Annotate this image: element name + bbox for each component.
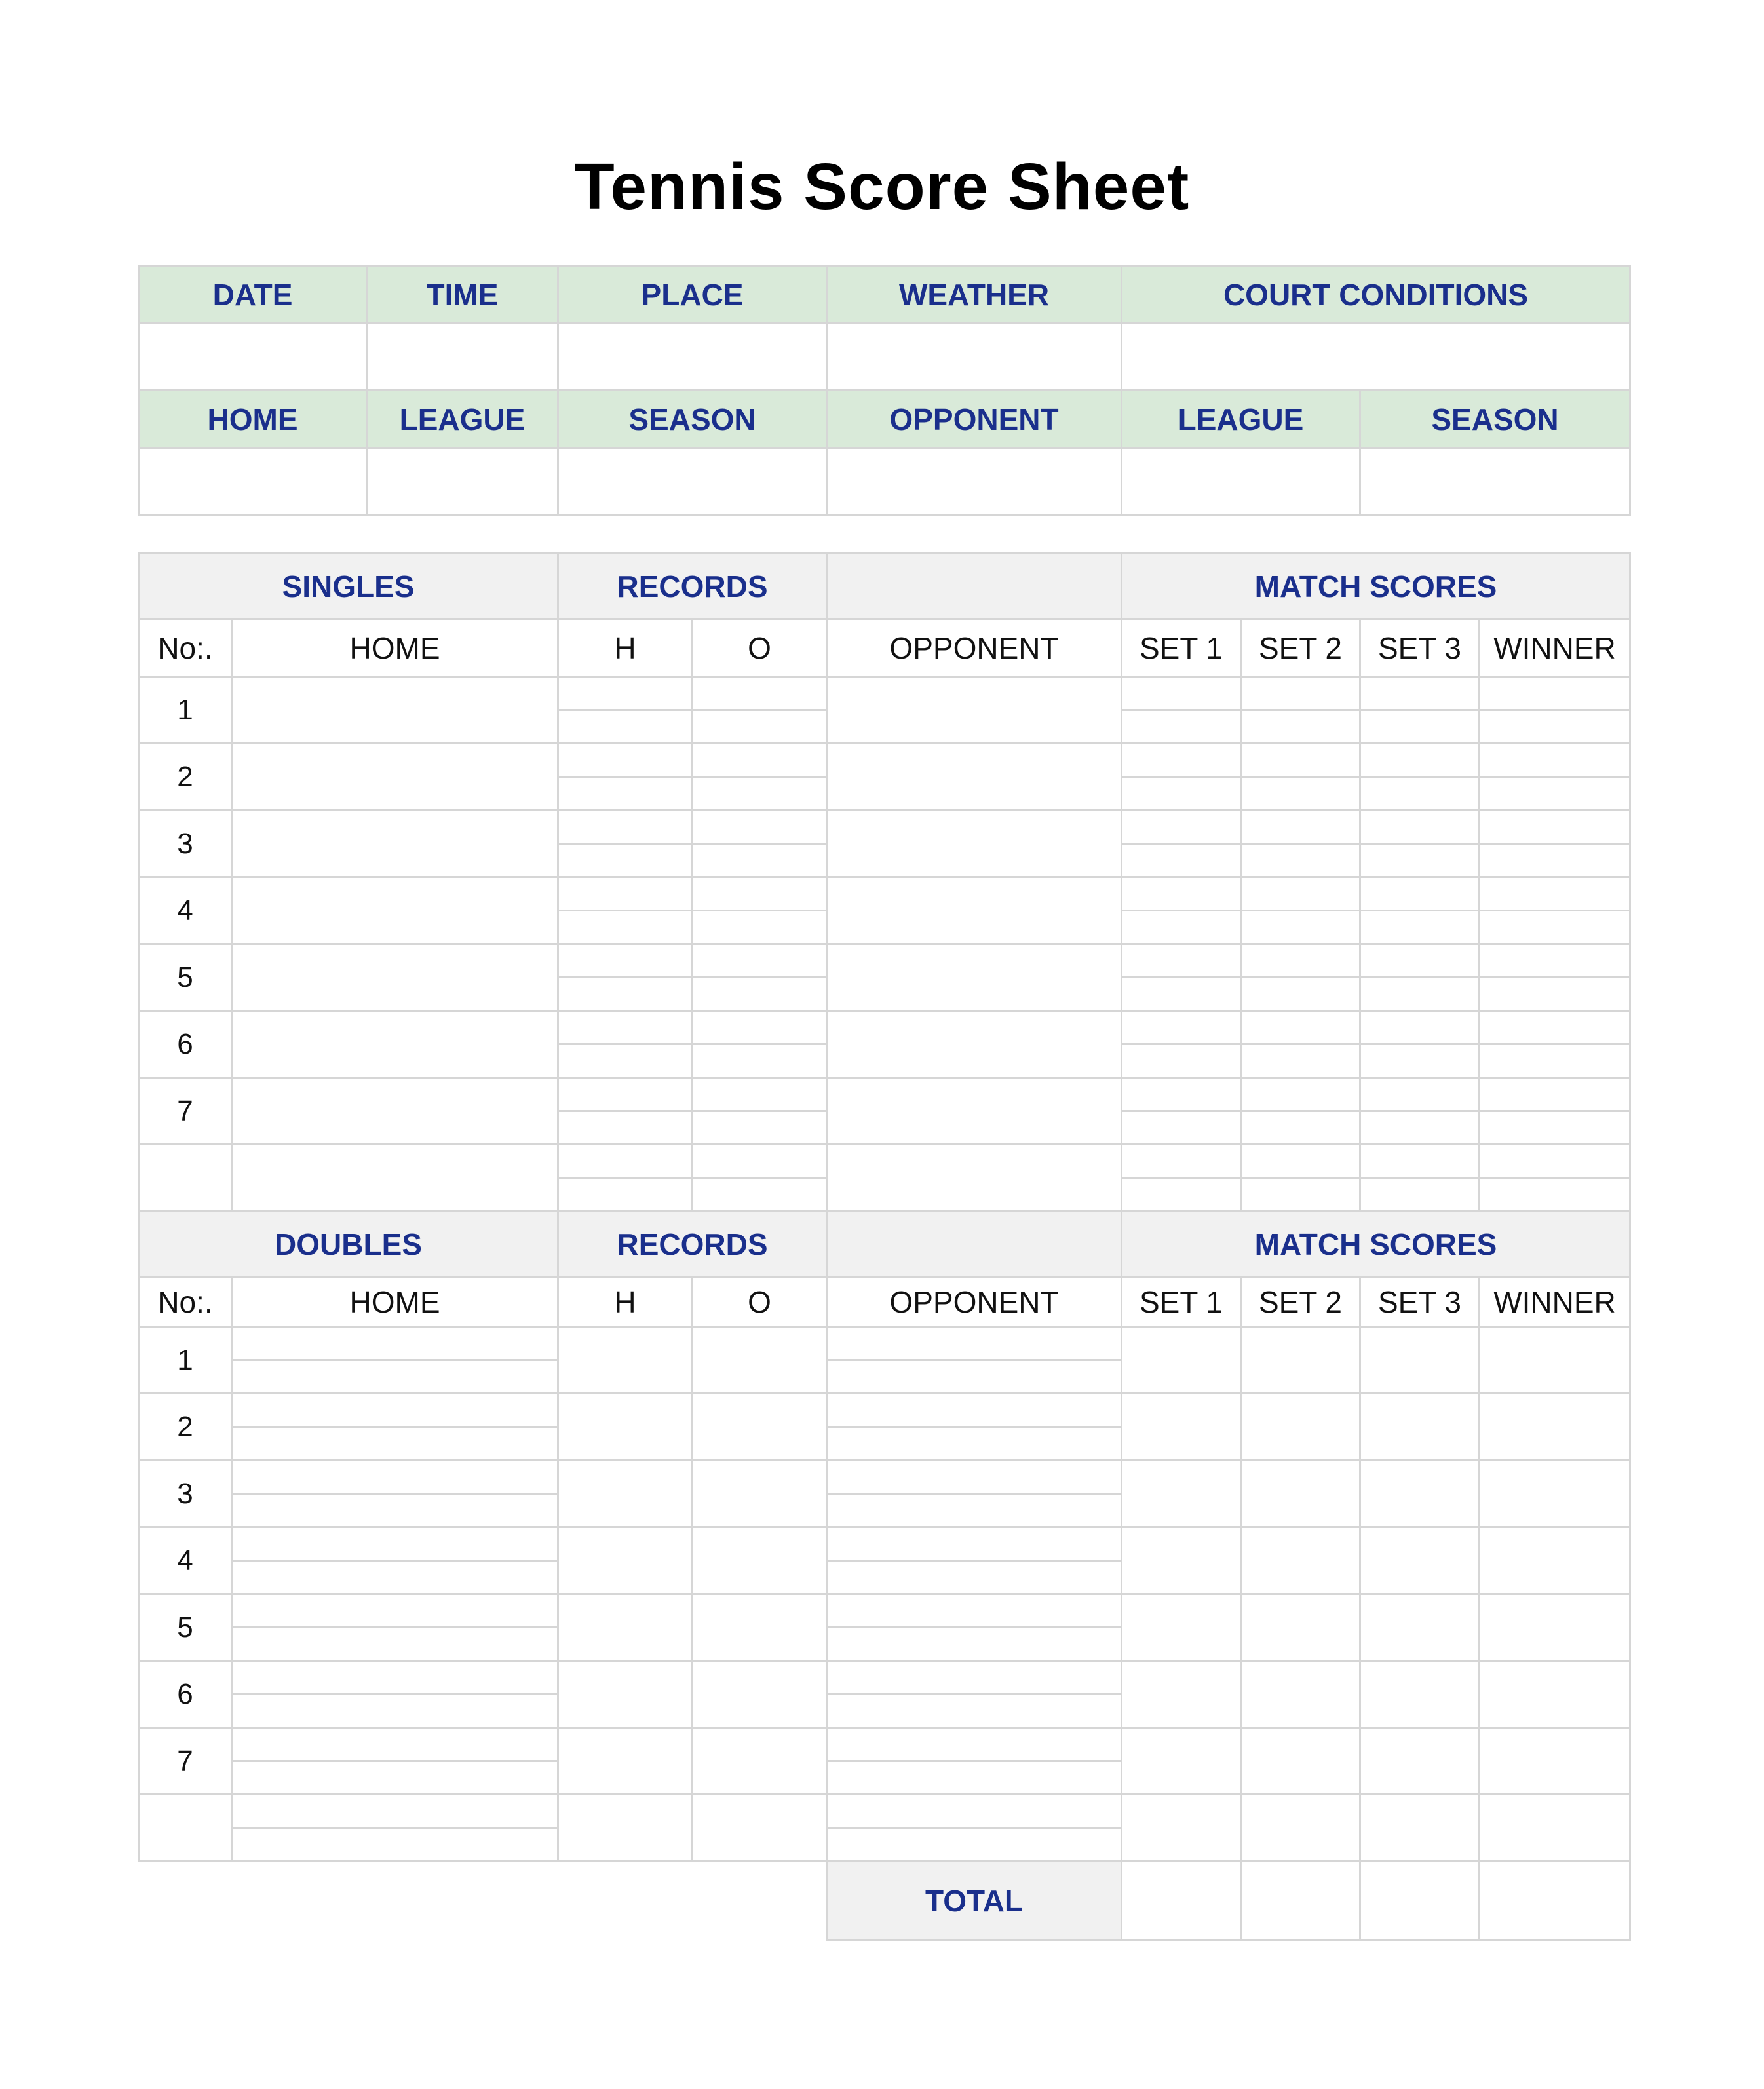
singles-set3-field[interactable] — [1360, 844, 1480, 877]
singles-winner-field[interactable] — [1480, 944, 1630, 978]
singles-no-header: No:. — [139, 619, 232, 677]
singles-winner-header: WINNER — [1480, 619, 1630, 677]
doubles-row-number: 7 — [139, 1728, 232, 1795]
singles-o-record-field[interactable] — [693, 1111, 827, 1145]
doubles-opponent-player-field[interactable] — [827, 1427, 1122, 1461]
doubles-set2-field[interactable] — [1241, 1594, 1360, 1661]
doubles-set3-field[interactable] — [1360, 1594, 1480, 1661]
doubles-winner-field[interactable] — [1480, 1661, 1630, 1728]
doubles-set2-field[interactable] — [1241, 1327, 1360, 1394]
singles-home-player-field[interactable] — [232, 1011, 558, 1078]
singles-set1-field[interactable] — [1122, 844, 1241, 877]
singles-row-number — [139, 1145, 232, 1212]
weather-header: WEATHER — [827, 266, 1122, 324]
doubles-o-record-field[interactable] — [693, 1327, 827, 1394]
opponent-league-field[interactable] — [1122, 448, 1360, 515]
singles-set3-field[interactable] — [1360, 877, 1480, 911]
doubles-o-record-field[interactable] — [693, 1795, 827, 1862]
singles-set3-header: SET 3 — [1360, 619, 1480, 677]
score-table — [138, 552, 1631, 1941]
singles-h-record-field[interactable] — [558, 710, 693, 744]
court-conditions-header: COURT CONDITIONS — [1122, 266, 1630, 324]
singles-h-record-field[interactable] — [558, 1044, 693, 1078]
match-info-table — [138, 265, 1631, 516]
total-set2-field[interactable] — [1241, 1862, 1360, 1940]
opponent-header: OPPONENT — [827, 391, 1122, 448]
doubles-home-player-field[interactable] — [232, 1394, 558, 1427]
doubles-winner-field[interactable] — [1480, 1461, 1630, 1527]
doubles-h-record-field[interactable] — [558, 1527, 693, 1594]
doubles-opponent-player-field[interactable] — [827, 1795, 1122, 1828]
doubles-o-record-field[interactable] — [693, 1461, 827, 1527]
doubles-winner-field[interactable] — [1480, 1527, 1630, 1594]
doubles-row-number: 4 — [139, 1527, 232, 1594]
singles-set1-header: SET 1 — [1122, 619, 1241, 677]
doubles-winner-field[interactable] — [1480, 1394, 1630, 1461]
singles-o-record-field[interactable] — [693, 1145, 827, 1178]
singles-home-player-field[interactable] — [232, 877, 558, 944]
singles-home-player-field[interactable] — [232, 811, 558, 877]
doubles-opponent-player-field[interactable] — [827, 1327, 1122, 1360]
doubles-set1-header: SET 1 — [1122, 1277, 1241, 1327]
singles-section-label: SINGLES — [139, 554, 558, 619]
singles-row-number: 7 — [139, 1078, 232, 1145]
singles-opponent-player-field[interactable] — [827, 811, 1122, 877]
home-league-header: LEAGUE — [367, 391, 558, 448]
singles-winner-field[interactable] — [1480, 1111, 1630, 1145]
singles-winner-field[interactable] — [1480, 978, 1630, 1011]
singles-o-record-field[interactable] — [693, 1011, 827, 1044]
singles-set3-field[interactable] — [1360, 677, 1480, 710]
singles-winner-field[interactable] — [1480, 1011, 1630, 1044]
singles-opponent-player-field[interactable] — [827, 677, 1122, 744]
doubles-set3-field[interactable] — [1360, 1795, 1480, 1862]
singles-set2-field[interactable] — [1241, 710, 1360, 744]
time-field[interactable] — [367, 324, 558, 391]
singles-set3-field[interactable] — [1360, 1145, 1480, 1178]
doubles-row-number: 5 — [139, 1594, 232, 1661]
place-header: PLACE — [558, 266, 827, 324]
singles-set3-field[interactable] — [1360, 911, 1480, 944]
doubles-set3-field[interactable] — [1360, 1461, 1480, 1527]
doubles-set1-field[interactable] — [1122, 1661, 1241, 1728]
doubles-home-player-field[interactable] — [232, 1561, 558, 1594]
singles-winner-field[interactable] — [1480, 1145, 1630, 1178]
singles-set3-field[interactable] — [1360, 1044, 1480, 1078]
doubles-set1-field[interactable] — [1122, 1461, 1241, 1527]
doubles-home-player-field[interactable] — [232, 1461, 558, 1494]
singles-set1-field[interactable] — [1122, 1145, 1241, 1178]
opponent-field[interactable] — [827, 448, 1122, 515]
doubles-set3-header: SET 3 — [1360, 1277, 1480, 1327]
singles-set1-field[interactable] — [1122, 1011, 1241, 1044]
singles-opponent-player-field[interactable] — [827, 1145, 1122, 1212]
singles-set1-field[interactable] — [1122, 744, 1241, 777]
doubles-match-scores-label: MATCH SCORES — [1122, 1212, 1630, 1277]
singles-set1-field[interactable] — [1122, 710, 1241, 744]
total-spacer — [139, 1862, 827, 1940]
singles-h-record-field[interactable] — [558, 777, 693, 811]
singles-o-record-field[interactable] — [693, 978, 827, 1011]
singles-set1-field[interactable] — [1122, 944, 1241, 978]
singles-home-player-field[interactable] — [232, 744, 558, 811]
singles-set1-field[interactable] — [1122, 1111, 1241, 1145]
doubles-h-header: H — [558, 1277, 693, 1327]
singles-set2-field[interactable] — [1241, 844, 1360, 877]
doubles-winner-field[interactable] — [1480, 1594, 1630, 1661]
singles-h-record-field[interactable] — [558, 744, 693, 777]
place-field[interactable] — [558, 324, 827, 391]
singles-row-number: 5 — [139, 944, 232, 1011]
singles-o-record-field[interactable] — [693, 844, 827, 877]
doubles-row-number: 2 — [139, 1394, 232, 1461]
singles-o-record-field[interactable] — [693, 744, 827, 777]
doubles-opponent-player-field[interactable] — [827, 1695, 1122, 1728]
doubles-h-record-field[interactable] — [558, 1795, 693, 1862]
home-season-header: SEASON — [558, 391, 827, 448]
singles-records-label: RECORDS — [558, 554, 827, 619]
doubles-o-header: O — [693, 1277, 827, 1327]
date-header: DATE — [139, 266, 367, 324]
singles-set1-field[interactable] — [1122, 811, 1241, 844]
date-field[interactable] — [139, 324, 367, 391]
doubles-home-player-field[interactable] — [232, 1527, 558, 1561]
doubles-opponent-player-field[interactable] — [827, 1594, 1122, 1628]
doubles-home-player-field[interactable] — [232, 1494, 558, 1527]
doubles-home-header: HOME — [232, 1277, 558, 1327]
singles-h-record-field[interactable] — [558, 811, 693, 844]
doubles-set3-field[interactable] — [1360, 1327, 1480, 1394]
doubles-winner-field[interactable] — [1480, 1795, 1630, 1862]
doubles-set1-field[interactable] — [1122, 1594, 1241, 1661]
singles-set1-field[interactable] — [1122, 777, 1241, 811]
singles-opponent-player-field[interactable] — [827, 1011, 1122, 1078]
doubles-h-record-field[interactable] — [558, 1327, 693, 1394]
singles-o-record-field[interactable] — [693, 911, 827, 944]
singles-h-record-field[interactable] — [558, 1078, 693, 1111]
doubles-h-record-field[interactable] — [558, 1661, 693, 1728]
doubles-home-player-field[interactable] — [232, 1628, 558, 1661]
home-field[interactable] — [139, 448, 367, 515]
singles-opponent-blank — [827, 554, 1122, 619]
singles-opponent-player-field[interactable] — [827, 1078, 1122, 1145]
doubles-home-player-field[interactable] — [232, 1661, 558, 1695]
doubles-home-player-field[interactable] — [232, 1360, 558, 1394]
singles-row-number: 2 — [139, 744, 232, 811]
doubles-home-player-field[interactable] — [232, 1594, 558, 1628]
doubles-opponent-player-field[interactable] — [827, 1728, 1122, 1761]
doubles-opponent-player-field[interactable] — [827, 1661, 1122, 1695]
singles-set2-field[interactable] — [1241, 1011, 1360, 1044]
singles-set2-field[interactable] — [1241, 1111, 1360, 1145]
doubles-h-record-field[interactable] — [558, 1594, 693, 1661]
singles-set2-field[interactable] — [1241, 1178, 1360, 1212]
doubles-records-label: RECORDS — [558, 1212, 827, 1277]
singles-set3-field[interactable] — [1360, 944, 1480, 978]
doubles-set1-field[interactable] — [1122, 1327, 1241, 1394]
weather-field[interactable] — [827, 324, 1122, 391]
singles-h-record-field[interactable] — [558, 677, 693, 710]
singles-set3-field[interactable] — [1360, 1011, 1480, 1044]
doubles-set2-field[interactable] — [1241, 1394, 1360, 1461]
singles-set2-header: SET 2 — [1241, 619, 1360, 677]
doubles-opponent-player-field[interactable] — [827, 1527, 1122, 1561]
singles-h-record-field[interactable] — [558, 978, 693, 1011]
doubles-set1-field[interactable] — [1122, 1728, 1241, 1795]
doubles-home-player-field[interactable] — [232, 1795, 558, 1828]
singles-winner-field[interactable] — [1480, 844, 1630, 877]
singles-set3-field[interactable] — [1360, 978, 1480, 1011]
singles-set1-field[interactable] — [1122, 1044, 1241, 1078]
doubles-opponent-player-field[interactable] — [827, 1828, 1122, 1862]
singles-home-header: HOME — [232, 619, 558, 677]
singles-opponent-player-field[interactable] — [827, 944, 1122, 1011]
doubles-set1-field[interactable] — [1122, 1527, 1241, 1594]
doubles-opponent-player-field[interactable] — [827, 1394, 1122, 1427]
home-season-field[interactable] — [558, 448, 827, 515]
doubles-opponent-blank — [827, 1212, 1122, 1277]
home-header: HOME — [139, 391, 367, 448]
doubles-home-player-field[interactable] — [232, 1828, 558, 1862]
singles-h-record-field[interactable] — [558, 944, 693, 978]
doubles-opponent-player-field[interactable] — [827, 1561, 1122, 1594]
singles-set2-field[interactable] — [1241, 1044, 1360, 1078]
singles-set1-field[interactable] — [1122, 1178, 1241, 1212]
doubles-o-record-field[interactable] — [693, 1594, 827, 1661]
singles-set1-field[interactable] — [1122, 1078, 1241, 1111]
singles-winner-field[interactable] — [1480, 744, 1630, 777]
singles-o-record-field[interactable] — [693, 877, 827, 911]
doubles-home-player-field[interactable] — [232, 1695, 558, 1728]
doubles-row-number: 3 — [139, 1461, 232, 1527]
doubles-winner-field[interactable] — [1480, 1728, 1630, 1795]
doubles-set1-field[interactable] — [1122, 1394, 1241, 1461]
doubles-home-player-field[interactable] — [232, 1728, 558, 1761]
singles-winner-field[interactable] — [1480, 710, 1630, 744]
singles-h-record-field[interactable] — [558, 844, 693, 877]
doubles-row-number — [139, 1795, 232, 1862]
singles-winner-field[interactable] — [1480, 1178, 1630, 1212]
doubles-opponent-player-field[interactable] — [827, 1628, 1122, 1661]
singles-set3-field[interactable] — [1360, 777, 1480, 811]
singles-set2-field[interactable] — [1241, 1145, 1360, 1178]
doubles-opponent-player-field[interactable] — [827, 1494, 1122, 1527]
singles-h-record-field[interactable] — [558, 877, 693, 911]
doubles-opponent-player-field[interactable] — [827, 1360, 1122, 1394]
singles-winner-field[interactable] — [1480, 811, 1630, 844]
doubles-o-record-field[interactable] — [693, 1527, 827, 1594]
time-header: TIME — [367, 266, 558, 324]
total-set3-field[interactable] — [1360, 1862, 1480, 1940]
doubles-set3-field[interactable] — [1360, 1728, 1480, 1795]
singles-home-player-field[interactable] — [232, 677, 558, 744]
total-set1-field[interactable] — [1122, 1862, 1241, 1940]
singles-row-number: 4 — [139, 877, 232, 944]
singles-set2-field[interactable] — [1241, 777, 1360, 811]
singles-set2-field[interactable] — [1241, 677, 1360, 710]
singles-set2-field[interactable] — [1241, 877, 1360, 911]
singles-winner-field[interactable] — [1480, 911, 1630, 944]
doubles-no-header: No:. — [139, 1277, 232, 1327]
singles-opponent-player-field[interactable] — [827, 744, 1122, 811]
total-label: TOTAL — [827, 1862, 1122, 1940]
singles-set3-field[interactable] — [1360, 1178, 1480, 1212]
doubles-opponent-header: OPPONENT — [827, 1277, 1122, 1327]
singles-set2-field[interactable] — [1241, 978, 1360, 1011]
doubles-winner-field[interactable] — [1480, 1327, 1630, 1394]
doubles-home-player-field[interactable] — [232, 1761, 558, 1795]
opponent-season-field[interactable] — [1360, 448, 1630, 515]
singles-set3-field[interactable] — [1360, 744, 1480, 777]
singles-opponent-player-field[interactable] — [827, 877, 1122, 944]
singles-row-number: 3 — [139, 811, 232, 877]
singles-set1-field[interactable] — [1122, 911, 1241, 944]
doubles-set1-field[interactable] — [1122, 1795, 1241, 1862]
doubles-o-record-field[interactable] — [693, 1728, 827, 1795]
singles-h-header: H — [558, 619, 693, 677]
doubles-winner-header: WINNER — [1480, 1277, 1630, 1327]
doubles-h-record-field[interactable] — [558, 1461, 693, 1527]
doubles-row-number: 1 — [139, 1327, 232, 1394]
doubles-opponent-player-field[interactable] — [827, 1461, 1122, 1494]
singles-set1-field[interactable] — [1122, 877, 1241, 911]
singles-o-record-field[interactable] — [693, 1078, 827, 1111]
doubles-row-number: 6 — [139, 1661, 232, 1728]
singles-set3-field[interactable] — [1360, 1078, 1480, 1111]
singles-row-number: 1 — [139, 677, 232, 744]
doubles-set2-field[interactable] — [1241, 1661, 1360, 1728]
singles-o-record-field[interactable] — [693, 710, 827, 744]
singles-winner-field[interactable] — [1480, 1044, 1630, 1078]
doubles-set2-field[interactable] — [1241, 1527, 1360, 1594]
doubles-set2-field[interactable] — [1241, 1795, 1360, 1862]
doubles-set2-header: SET 2 — [1241, 1277, 1360, 1327]
opponent-season-header: SEASON — [1360, 391, 1630, 448]
singles-o-record-field[interactable] — [693, 777, 827, 811]
opponent-league-header: LEAGUE — [1122, 391, 1360, 448]
singles-set2-field[interactable] — [1241, 911, 1360, 944]
singles-row-number: 6 — [139, 1011, 232, 1078]
court-conditions-field[interactable] — [1122, 324, 1630, 391]
singles-set2-field[interactable] — [1241, 1078, 1360, 1111]
doubles-h-record-field[interactable] — [558, 1728, 693, 1795]
singles-h-record-field[interactable] — [558, 1111, 693, 1145]
doubles-o-record-field[interactable] — [693, 1394, 827, 1461]
singles-set1-field[interactable] — [1122, 677, 1241, 710]
doubles-h-record-field[interactable] — [558, 1394, 693, 1461]
page-title: Tennis Score Sheet — [574, 150, 1190, 223]
singles-h-record-field[interactable] — [558, 1011, 693, 1044]
singles-opponent-header: OPPONENT — [827, 619, 1122, 677]
home-league-field[interactable] — [367, 448, 558, 515]
singles-h-record-field[interactable] — [558, 1145, 693, 1178]
singles-set3-field[interactable] — [1360, 1111, 1480, 1145]
doubles-home-player-field[interactable] — [232, 1427, 558, 1461]
singles-h-record-field[interactable] — [558, 1178, 693, 1212]
doubles-section-label: DOUBLES — [139, 1212, 558, 1277]
singles-set2-field[interactable] — [1241, 944, 1360, 978]
singles-set2-field[interactable] — [1241, 811, 1360, 844]
singles-o-record-field[interactable] — [693, 1044, 827, 1078]
singles-match-scores-label: MATCH SCORES — [1122, 554, 1630, 619]
singles-winner-field[interactable] — [1480, 677, 1630, 710]
doubles-home-player-field[interactable] — [232, 1327, 558, 1360]
singles-set3-field[interactable] — [1360, 710, 1480, 744]
singles-winner-field[interactable] — [1480, 877, 1630, 911]
singles-o-record-field[interactable] — [693, 944, 827, 978]
doubles-opponent-player-field[interactable] — [827, 1761, 1122, 1795]
singles-set2-field[interactable] — [1241, 744, 1360, 777]
singles-o-record-field[interactable] — [693, 1178, 827, 1212]
singles-o-record-field[interactable] — [693, 677, 827, 710]
singles-home-player-field[interactable] — [232, 944, 558, 1011]
singles-home-player-field[interactable] — [232, 1078, 558, 1145]
singles-set3-field[interactable] — [1360, 811, 1480, 844]
singles-o-record-field[interactable] — [693, 811, 827, 844]
singles-h-record-field[interactable] — [558, 911, 693, 944]
singles-set1-field[interactable] — [1122, 978, 1241, 1011]
doubles-set3-field[interactable] — [1360, 1661, 1480, 1728]
doubles-set3-field[interactable] — [1360, 1394, 1480, 1461]
singles-home-player-field[interactable] — [232, 1145, 558, 1212]
doubles-set2-field[interactable] — [1241, 1728, 1360, 1795]
doubles-set2-field[interactable] — [1241, 1461, 1360, 1527]
doubles-set3-field[interactable] — [1360, 1527, 1480, 1594]
singles-winner-field[interactable] — [1480, 1078, 1630, 1111]
singles-o-header: O — [693, 619, 827, 677]
doubles-o-record-field[interactable] — [693, 1661, 827, 1728]
total-winner-field[interactable] — [1480, 1862, 1630, 1940]
singles-winner-field[interactable] — [1480, 777, 1630, 811]
